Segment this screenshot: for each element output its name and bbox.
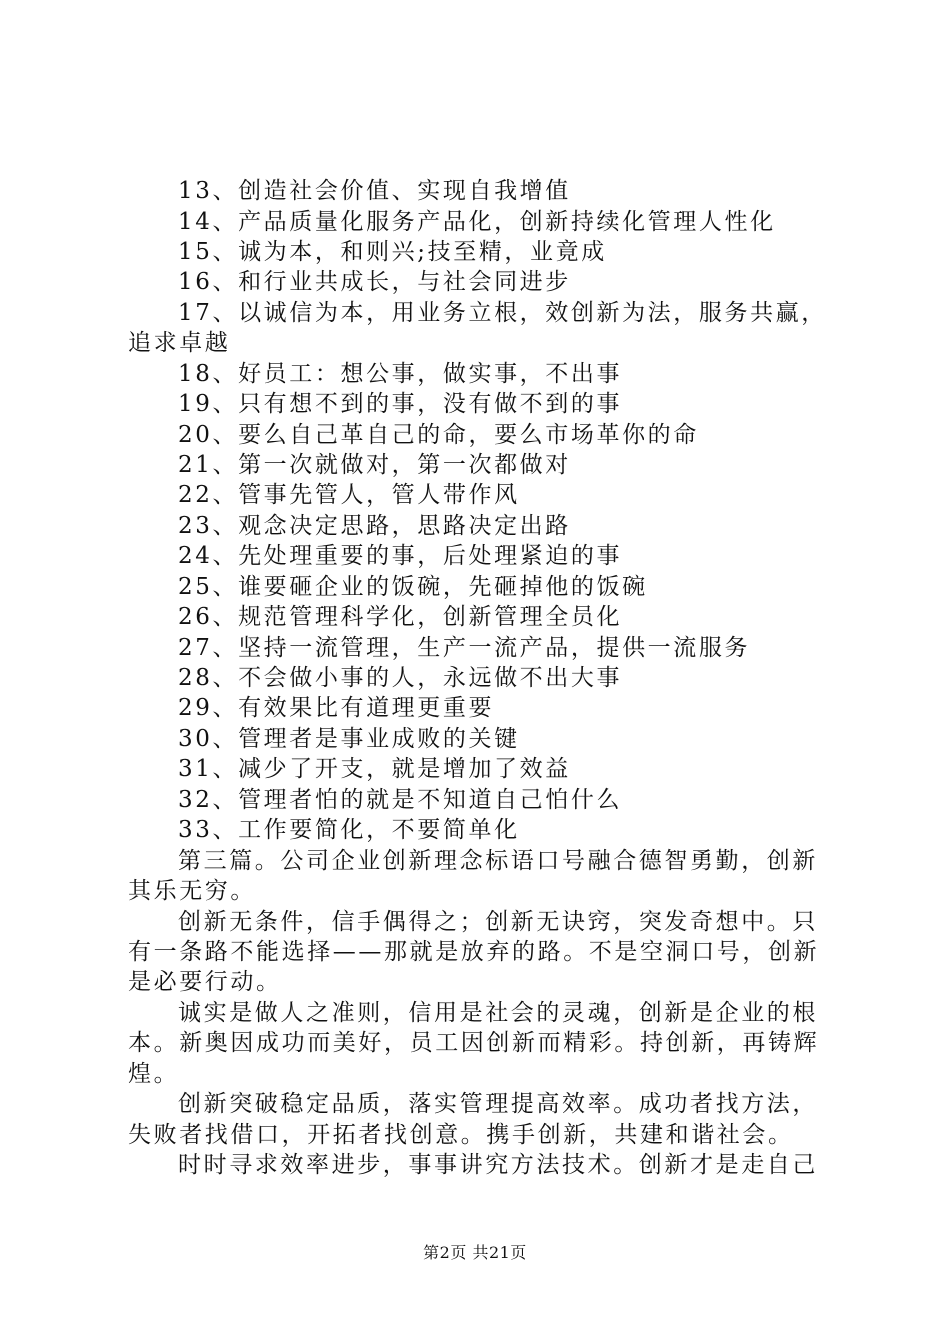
line: 29、有效果比有道理更重要 — [178, 695, 495, 721]
line: 诚实是做人之准则，信用是社会的灵魂，创新是企业的根 — [178, 1000, 818, 1026]
line: 本。新奥因成功而美好，员工因创新而精彩。持创新，再铸辉 — [128, 1030, 820, 1056]
line: 其乐无穷。 — [128, 878, 256, 904]
line: 19、只有想不到的事，没有做不到的事 — [178, 391, 623, 417]
line: 时时寻求效率进步，事事讲究方法技术。创新才是走自己 — [178, 1152, 818, 1178]
line: 创新无条件，信手偶得之；创新无诀窍，突发奇想中。只 — [178, 909, 818, 935]
line: 14、产品质量化服务产品化，创新持续化管理人性化 — [178, 209, 776, 235]
page-footer: 第2页 共21页 — [423, 1243, 527, 1262]
line: 有一条路不能选择——那就是放弃的路。不是空洞口号，创新 — [128, 939, 820, 965]
line: 27、坚持一流管理，生产一流产品，提供一流服务 — [178, 635, 751, 661]
line: 23、观念决定思路，思路决定出路 — [178, 513, 571, 539]
line: 煌。 — [128, 1061, 180, 1087]
line: 18、好员工：想公事，做实事，不出事 — [178, 361, 623, 387]
line: 是必要行动。 — [128, 969, 282, 995]
line: 24、先处理重要的事，后处理紧迫的事 — [178, 543, 623, 569]
line: 20、要么自己革自己的命，要么市场革你的命 — [178, 422, 699, 448]
line: 26、规范管理科学化，创新管理全员化 — [178, 604, 623, 630]
line: 30、管理者是事业成败的关键 — [178, 726, 520, 752]
line: 31、减少了开支，就是增加了效益 — [178, 756, 571, 782]
line: 17、以诚信为本，用业务立根，效创新为法，服务共赢， — [178, 300, 827, 326]
line: 33、工作要简化，不要简单化 — [178, 817, 520, 843]
line: 28、不会做小事的人，永远做不出大事 — [178, 665, 623, 691]
line: 16、和行业共成长，与社会同进步 — [178, 269, 571, 295]
line: 21、第一次就做对，第一次都做对 — [178, 452, 571, 478]
line: 22、管事先管人，管人带作风 — [178, 482, 520, 508]
line: 追求卓越 — [128, 330, 231, 356]
line: 失败者找借口，开拓者找创意。携手创新，共建和谐社会。 — [128, 1122, 794, 1148]
line: 15、诚为本，和则兴;技至精，业竟成 — [178, 239, 607, 265]
line: 第三篇。公司企业创新理念标语口号融合德智勇勤，创新 — [178, 848, 818, 874]
line: 创新突破稳定品质，落实管理提高效率。成功者找方法， — [178, 1091, 818, 1117]
line: 13、创造社会价值、实现自我增值 — [178, 178, 571, 204]
line: 25、谁要砸企业的饭碗，先砸掉他的饭碗 — [178, 574, 648, 600]
line: 32、管理者怕的就是不知道自己怕什么 — [178, 787, 623, 813]
